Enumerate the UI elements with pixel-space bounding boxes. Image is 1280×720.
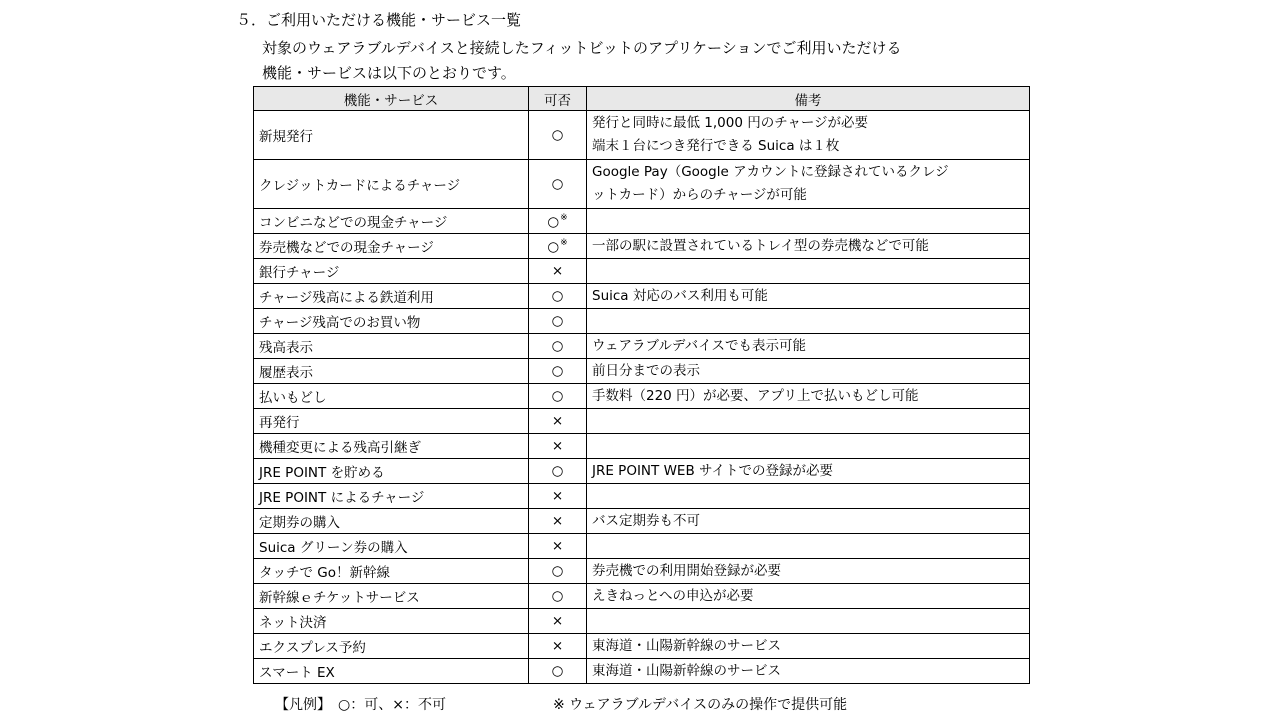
table-row <box>254 659 1030 684</box>
service-cell: チャージ残高による鉄道利用 <box>254 284 529 309</box>
availability-cell <box>529 284 587 309</box>
intro-text <box>262 36 901 86</box>
remarks-line: 端末１台につき発行できる Suica は１枚 <box>592 138 840 154</box>
table-row <box>254 259 1030 284</box>
availability-symbol: ○ <box>551 338 564 354</box>
service-cell: 残高表示 <box>254 334 529 359</box>
service-cell: 再発行 <box>254 409 529 434</box>
remarks-cell <box>587 234 1030 259</box>
table-row <box>254 309 1030 334</box>
availability-cell <box>529 584 587 609</box>
service-cell: 新規発行 <box>254 111 529 160</box>
table-header-row <box>254 87 1030 111</box>
services-table <box>253 86 1030 684</box>
remarks-line: バス定期券も不可 <box>592 512 700 529</box>
section-heading: ５．ご利用いただける機能・サービス一覧 <box>236 11 522 29</box>
service-cell: 定期券の購入 <box>254 509 529 534</box>
availability-symbol: × <box>551 613 564 629</box>
remarks-cell <box>587 559 1030 584</box>
remarks-line: ウェアラブルデバイスでも表示可能 <box>592 337 806 354</box>
remarks-cell <box>587 634 1030 659</box>
remarks-line: 前日分までの表示 <box>592 362 700 379</box>
availability-cell <box>529 634 587 659</box>
availability-symbol: ○ <box>551 176 564 192</box>
table-row <box>254 384 1030 409</box>
availability-symbol: ○ <box>551 663 564 679</box>
column-header-remarks: 備考 <box>587 87 1030 111</box>
availability-cell <box>529 160 587 209</box>
column-header-availability: 可否 <box>529 87 587 111</box>
remarks-cell <box>587 160 1030 209</box>
remarks-cell <box>587 209 1030 234</box>
availability-cell <box>529 459 587 484</box>
service-cell: エクスプレス予約 <box>254 634 529 659</box>
service-cell: JRE POINT によるチャージ <box>254 484 529 509</box>
remarks-cell <box>587 609 1030 634</box>
intro-line: 機能・サービスは以下のとおりです。 <box>262 64 516 82</box>
availability-cell <box>529 484 587 509</box>
remarks-line: 東海道・山陽新幹線のサービス <box>592 637 781 654</box>
table-row <box>254 284 1030 309</box>
availability-cell <box>529 559 587 584</box>
remarks-cell <box>587 534 1030 559</box>
availability-symbol: × <box>551 638 564 654</box>
table-row <box>254 584 1030 609</box>
availability-symbol: × <box>551 263 564 279</box>
availability-cell <box>529 209 587 234</box>
service-cell: クレジットカードによるチャージ <box>254 160 529 209</box>
availability-symbol: ○ <box>547 213 560 230</box>
intro-line: 対象のウェアラブルデバイスと接続したフィットビットのアプリケーションでご利用いただける <box>262 39 902 57</box>
remarks-line: 手数料（220 円）が必要、アプリ上で払いもどし可能 <box>592 387 919 404</box>
service-cell: 券売機などでの現金チャージ <box>254 234 529 259</box>
remarks-line: Suica 対応のバス利用も可能 <box>592 287 768 304</box>
legend-footnote: ※ ウェアラブルデバイスのみの操作で提供可能 <box>553 697 848 713</box>
availability-cell <box>529 111 587 160</box>
table-row <box>254 484 1030 509</box>
remarks-cell <box>587 309 1030 334</box>
remarks-line: 券売機での利用開始登録が必要 <box>592 562 781 579</box>
availability-symbol: ○ <box>551 313 564 329</box>
remarks-cell <box>587 584 1030 609</box>
availability-cell <box>529 659 587 684</box>
remarks-cell <box>587 259 1030 284</box>
service-cell: 新幹線ｅチケットサービス <box>254 584 529 609</box>
availability-symbol: × <box>551 488 564 504</box>
table-row <box>254 359 1030 384</box>
service-cell: チャージ残高でのお買い物 <box>254 309 529 334</box>
remarks-line: Google Pay（Google アカウントに登録されているクレジ <box>592 164 949 180</box>
availability-symbol: × <box>551 538 564 554</box>
table-row <box>254 111 1030 160</box>
remarks-line: えきねっとへの申込が必要 <box>592 587 754 604</box>
remarks-cell <box>587 434 1030 459</box>
remarks-cell <box>587 459 1030 484</box>
table-row <box>254 209 1030 234</box>
availability-cell <box>529 359 587 384</box>
remarks-line: JRE POINT WEB サイトでの登録が必要 <box>592 462 834 479</box>
availability-symbol: × <box>551 438 564 454</box>
table-row <box>254 409 1030 434</box>
table-row <box>254 509 1030 534</box>
remarks-cell <box>587 384 1030 409</box>
table-row <box>254 160 1030 209</box>
service-cell: 機種変更による残高引継ぎ <box>254 434 529 459</box>
availability-symbol: ○ <box>547 238 560 255</box>
remarks-cell <box>587 659 1030 684</box>
availability-symbol: ○ <box>551 127 564 143</box>
availability-cell <box>529 334 587 359</box>
column-header-service: 機能・サービス <box>254 87 529 111</box>
availability-cell <box>529 509 587 534</box>
table-row <box>254 234 1030 259</box>
availability-symbol: ○ <box>551 563 564 579</box>
availability-symbol: ○ <box>551 463 564 479</box>
remarks-line: ットカード）からのチャージが可能 <box>592 187 807 203</box>
remarks-cell <box>587 509 1030 534</box>
availability-cell <box>529 409 587 434</box>
availability-cell <box>529 309 587 334</box>
availability-symbol: ○ <box>551 388 564 404</box>
table-row <box>254 559 1030 584</box>
service-cell: ネット決済 <box>254 609 529 634</box>
service-cell: 払いもどし <box>254 384 529 409</box>
availability-symbol: × <box>551 513 564 529</box>
table-row <box>254 459 1030 484</box>
footnote-mark: ※ <box>560 212 568 223</box>
table-body <box>254 111 1030 684</box>
legend-key: 【凡例】 ○：可、×：不可 <box>275 697 446 713</box>
table-row <box>254 334 1030 359</box>
service-cell: タッチで Go！新幹線 <box>254 559 529 584</box>
remarks-cell <box>587 111 1030 160</box>
availability-symbol: ○ <box>551 363 564 379</box>
remarks-cell <box>587 284 1030 309</box>
table-row <box>254 434 1030 459</box>
remarks-line: 発行と同時に最低 1,000 円のチャージが必要 <box>592 115 869 131</box>
availability-cell <box>529 434 587 459</box>
remarks-line: 東海道・山陽新幹線のサービス <box>592 662 781 679</box>
availability-cell <box>529 234 587 259</box>
availability-symbol: ○ <box>551 288 564 304</box>
table-row <box>254 609 1030 634</box>
availability-symbol: × <box>551 413 564 429</box>
service-cell: コンビニなどでの現金チャージ <box>254 209 529 234</box>
availability-cell <box>529 259 587 284</box>
service-cell: JRE POINT を貯める <box>254 459 529 484</box>
remarks-cell <box>587 484 1030 509</box>
availability-cell <box>529 534 587 559</box>
table-row <box>254 634 1030 659</box>
remarks-cell <box>587 334 1030 359</box>
remarks-line: 一部の駅に設置されているトレイ型の券売機などで可能 <box>592 237 929 254</box>
service-cell: スマート EX <box>254 659 529 684</box>
service-cell: Suica グリーン券の購入 <box>254 534 529 559</box>
remarks-cell <box>587 409 1030 434</box>
availability-symbol: ○ <box>551 588 564 604</box>
remarks-cell <box>587 359 1030 384</box>
availability-cell <box>529 384 587 409</box>
availability-cell <box>529 609 587 634</box>
service-cell: 銀行チャージ <box>254 259 529 284</box>
footnote-mark: ※ <box>560 237 568 248</box>
table-row <box>254 534 1030 559</box>
service-cell: 履歴表示 <box>254 359 529 384</box>
